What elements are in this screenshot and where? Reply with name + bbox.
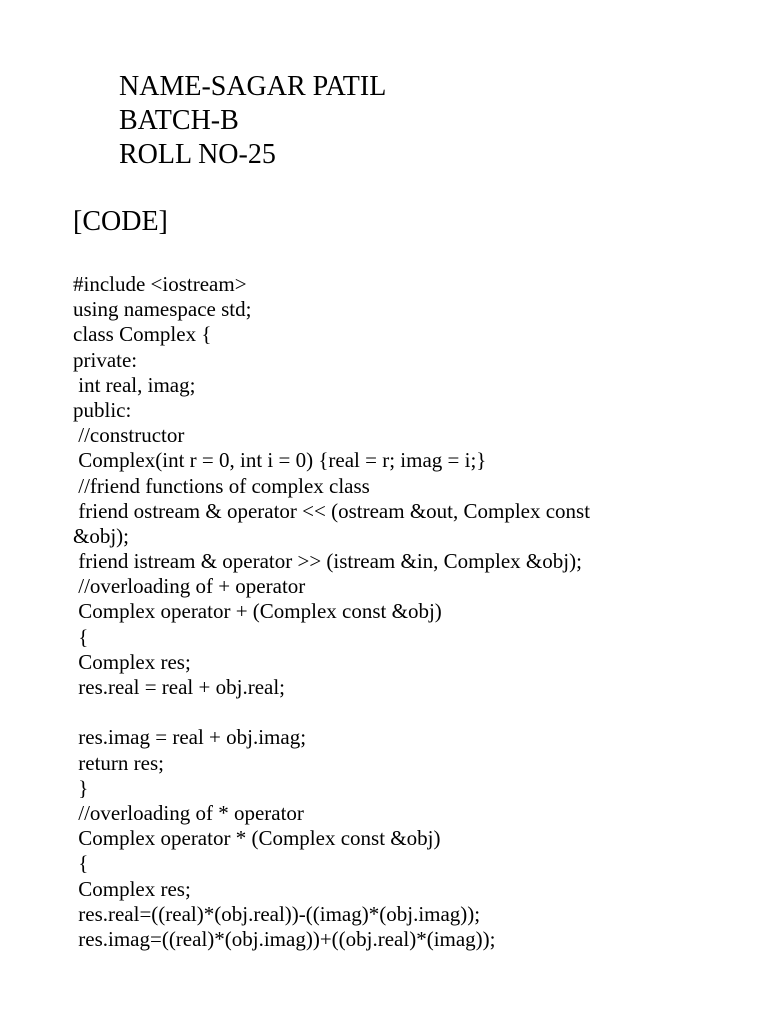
code-line: int real, imag; [73,372,196,397]
code-line: private: [73,347,138,372]
code-line: friend ostream & operator << (ostream &out, Complex const [73,498,591,523]
code-line: res.imag = real + obj.imag; [73,725,307,750]
code-line: Complex operator * (Complex const &obj) [73,826,441,851]
code-line: return res; [73,750,164,775]
code-line: } [73,775,89,800]
student-info [119,70,386,172]
code-line: public: [73,397,132,422]
code-line: class Complex { [73,322,212,347]
code-line: friend istream & operator >> (istream &in, Complex &obj); [73,549,582,574]
student-batch: BATCH-B [119,105,239,136]
code-line: res.imag=((real)*(obj.imag))+((obj.real)*(imag)); [73,926,496,951]
code-line: { [73,851,89,876]
student-roll-number: ROLL NO-25 [119,139,276,170]
code-line: //friend functions of complex class [73,473,370,498]
code-line: res.real = real + obj.real; [73,675,285,699]
code-section-heading: [CODE] [73,206,168,237]
code-line: Complex(int r = 0, int i = 0) {real = r; imag = i;} [73,448,487,473]
code-line: { [73,624,89,649]
code-line: &obj); [73,523,129,548]
code-line: Complex res; [73,876,191,901]
code-line [73,700,713,725]
code-line: res.real=((real)*(obj.real))-((imag)*(obj.imag)); [73,901,481,926]
code-line: //overloading of * operator [73,800,304,825]
code-line: #include <iostream> [73,272,247,296]
code-line: Complex res; [73,649,191,674]
student-name: NAME-SAGAR PATIL [119,71,387,102]
code-line: //constructor [73,423,185,448]
code-line: using namespace std; [73,297,252,322]
code-line: //overloading of + operator [73,574,306,599]
code-line: Complex operator + (Complex const &obj) [73,599,442,624]
code-listing [73,272,713,952]
